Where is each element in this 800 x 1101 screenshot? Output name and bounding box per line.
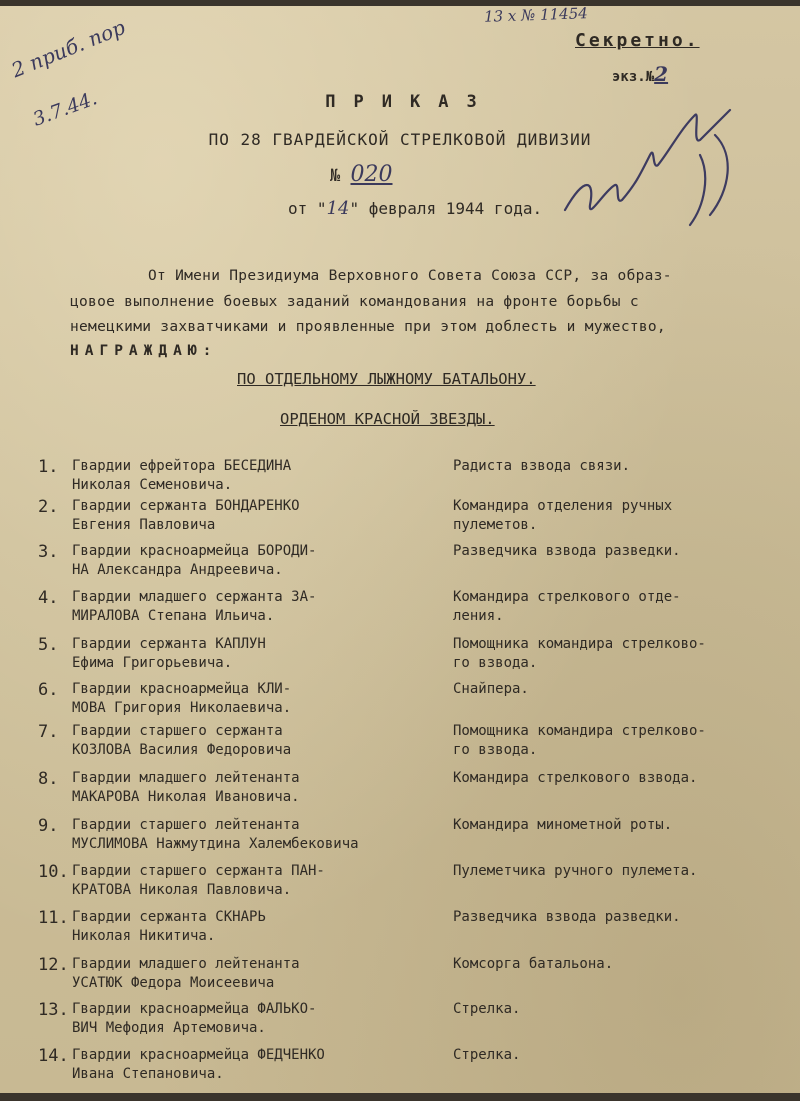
awardee-rank-line: Гвардии красноармейца КЛИ- (72, 681, 292, 697)
scan-edge-bottom (0, 1093, 800, 1101)
awardee-number: 13. (38, 1000, 69, 1020)
awardee-row (0, 816, 800, 862)
awardee-name (72, 1046, 325, 1084)
awardee-position (453, 722, 706, 760)
awardee-name (72, 457, 291, 495)
awardee-name (72, 816, 359, 854)
awardee-position-line: Командира стрелкового отде- (453, 589, 681, 605)
archive-number: 13 х № 11454 (483, 4, 589, 26)
preamble-award-word: НАГРАЖДАЮ: (70, 343, 218, 359)
awardee-position (453, 862, 697, 881)
awardee-number: 11. (38, 908, 69, 928)
copy-number-value: 2 (654, 62, 669, 86)
awardee-position (453, 1000, 520, 1019)
awardee-rank-line: Гвардии старшего лейтенанта (72, 817, 300, 833)
awardee-position-line: Помощника командира стрелково- (453, 723, 706, 739)
awardee-rank-line: Гвардии красноармейца ФЕДЧЕНКО (72, 1047, 325, 1063)
awardee-number: 4. (38, 588, 59, 608)
awardee-number: 6. (38, 680, 59, 700)
awardee-position-line: Снайпера. (453, 681, 529, 697)
awardee-number: 7. (38, 722, 59, 742)
awardee-position (453, 955, 613, 974)
awardee-name (72, 588, 316, 626)
awardee-rank-line: Гвардии сержанта КАПЛУН (72, 636, 266, 652)
awardee-rank-line: Гвардии старшего сержанта ПАН- (72, 863, 325, 879)
awardee-name (72, 955, 300, 993)
awardee-name-line: МОВА Григория Николаевича. (72, 700, 292, 716)
awardee-number: 2. (38, 497, 59, 517)
awardee-row (0, 542, 800, 588)
awardee-number: 1. (38, 457, 59, 477)
awardee-number: 14. (38, 1046, 69, 1066)
awardee-number: 9. (38, 816, 59, 836)
awardee-position (453, 542, 681, 561)
awardee-rank-line: Гвардии младшего лейтенанта (72, 956, 300, 972)
awardee-position-line: Командира отделения ручных (453, 498, 673, 514)
awardee-position-line: Помощника командира стрелково- (453, 636, 706, 652)
awardee-name-line: Ефима Григорьевича. (72, 655, 233, 671)
date-prefix: от " (288, 199, 327, 218)
battalion-heading: ПО ОТДЕЛЬНОМУ ЛЫЖНОМУ БАТАЛЬОНУ. (237, 370, 536, 388)
awardee-position-line: Разведчика взвода разведки. (453, 909, 681, 925)
awardee-position (453, 769, 697, 788)
awardee-position (453, 497, 672, 535)
awardee-position-line: Стрелка. (453, 1001, 521, 1017)
date-rest: " февраля 1944 года. (349, 199, 543, 218)
order-date (288, 198, 542, 219)
awardee-name (72, 722, 291, 760)
awardee-number: 8. (38, 769, 59, 789)
awardee-name (72, 862, 325, 900)
awardee-rank-line: Гвардии ефрейтора БЕСЕДИНА (72, 458, 292, 474)
awardee-row (0, 635, 800, 681)
awardee-position (453, 680, 529, 699)
awardee-position-line: Радиста взвода связи. (453, 458, 631, 474)
awardee-position (453, 1046, 520, 1065)
awardee-position (453, 588, 681, 626)
awardee-position-line: Командира стрелкового взвода. (453, 770, 698, 786)
awardee-position (453, 908, 681, 927)
date-day: 14 (326, 198, 350, 219)
awardee-position-line: Пулеметчика ручного пулемета. (453, 863, 698, 879)
order-number-value: 020 (350, 162, 393, 187)
awardee-rank-line: Гвардии младшего лейтенанта (72, 770, 300, 786)
awardee-name (72, 497, 300, 535)
order-title: ПРИКАЗ (325, 92, 495, 112)
awardee-name-line: Николая Семеновича. (72, 477, 233, 493)
preamble-line-3: немецкими захватчиками и проявленные при этом доблесть и мужество, (70, 319, 666, 335)
awardee-number: 12. (38, 955, 69, 975)
secret-stamp: Секретно. (575, 30, 700, 51)
awardee-position-line-2: го взвода. (453, 742, 538, 758)
signature (560, 95, 760, 245)
awardee-name-line: НА Александра Андреевича. (72, 562, 283, 578)
awardee-position-line: Командира минометной роты. (453, 817, 673, 833)
awardee-position-line-2: го взвода. (453, 655, 538, 671)
awardee-position (453, 635, 706, 673)
awardee-row (0, 908, 800, 954)
awardee-name-line: ВИЧ Мефодия Артемовича. (72, 1020, 266, 1036)
awardee-name-line: Евгения Павловича (72, 517, 216, 533)
preamble-line-2: цовое выполнение боевых заданий командования на фронте борьбы с (70, 294, 639, 310)
awardee-position-line: Стрелка. (453, 1047, 521, 1063)
awardee-position-line: Комсорга батальона. (453, 956, 614, 972)
awardee-name-line: МИРАЛОВА Степана Ильича. (72, 608, 275, 624)
awardee-row (0, 862, 800, 908)
awardee-rank-line: Гвардии младшего сержанта ЗА- (72, 589, 317, 605)
awardee-name-line: Николая Никитича. (72, 928, 216, 944)
awardee-row (0, 497, 800, 543)
awardee-number: 5. (38, 635, 59, 655)
awardee-row (0, 769, 800, 815)
awardee-position (453, 457, 630, 476)
awardee-row (0, 722, 800, 768)
awardee-position (453, 816, 672, 835)
awardee-row (0, 1000, 800, 1046)
awardee-row (0, 955, 800, 1001)
awardee-rank-line: Гвардии сержанта СКНАРЬ (72, 909, 266, 925)
awardee-name-line: УСАТЮК Федора Моисеевича (72, 975, 275, 991)
awardee-position-line: Разведчика взвода разведки. (453, 543, 681, 559)
awardee-rank-line: Гвардии старшего сержанта (72, 723, 283, 739)
order-number (330, 162, 393, 187)
awardee-rank-line: Гвардии сержанта БОНДАРЕНКО (72, 498, 300, 514)
awardee-name (72, 542, 316, 580)
awardee-name (72, 908, 266, 946)
copy-number (612, 62, 668, 86)
awardee-rank-line: Гвардии красноармейца ФАЛЬКО- (72, 1001, 317, 1017)
scan-edge-top (0, 0, 800, 6)
award-name-heading: ОРДЕНОМ КРАСНОЙ ЗВЕЗДЫ. (280, 410, 495, 428)
awardee-name-line: МУСЛИМОВА Нажмутдина Халембековича (72, 836, 359, 852)
awardee-row (0, 588, 800, 634)
awardee-name-line: КРАТОВА Николая Павловича. (72, 882, 292, 898)
awardee-name-line: МАКАРОВА Николая Ивановича. (72, 789, 300, 805)
awardee-name (72, 635, 266, 673)
awardee-number: 3. (38, 542, 59, 562)
awardee-name (72, 680, 291, 718)
awardee-row (0, 1046, 800, 1092)
margin-note-1: 2 приб. пор (8, 14, 129, 83)
copy-label: экз.№ (612, 69, 655, 85)
awardee-name-line: КОЗЛОВА Василия Федоровича (72, 742, 292, 758)
awardee-number: 10. (38, 862, 69, 882)
awardee-position-line-2: пулеметов. (453, 517, 538, 533)
awardee-name (72, 769, 300, 807)
order-number-prefix: № (330, 166, 341, 186)
awardee-rank-line: Гвардии красноармейца БОРОДИ- (72, 543, 317, 559)
awardee-row (0, 680, 800, 726)
preamble-line-1: От Имени Президиума Верховного Совета Союза ССР, за образ- (148, 268, 672, 284)
awardee-position-line-2: ления. (453, 608, 504, 624)
awardee-name (72, 1000, 316, 1038)
awardee-name-line: Ивана Степановича. (72, 1066, 224, 1082)
division-title: ПО 28 ГВАРДЕЙСКОЙ СТРЕЛКОВОЙ ДИВИЗИИ (208, 130, 592, 149)
margin-note-2: 3.7.44. (30, 87, 100, 131)
